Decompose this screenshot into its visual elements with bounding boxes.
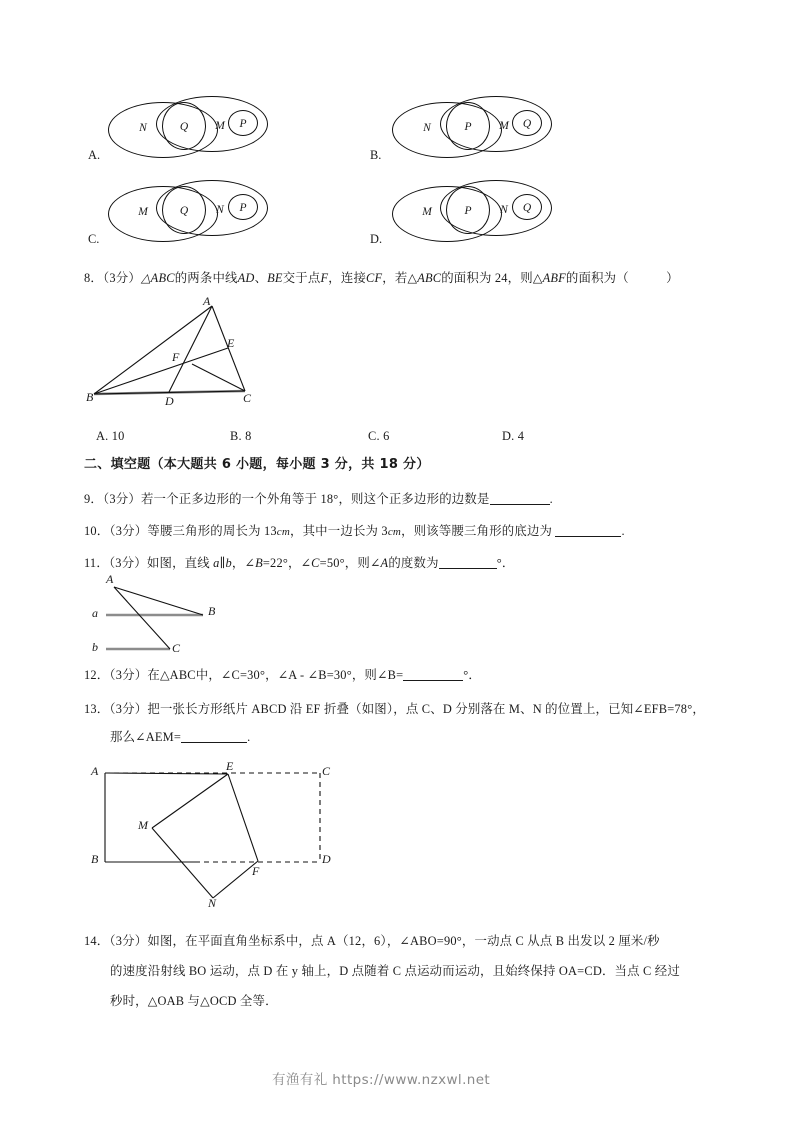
q13-answer-blank[interactable]: [181, 730, 247, 743]
question-10: [84, 522, 625, 542]
q13-line2-prefix: 那么∠AEM=: [110, 730, 182, 744]
q8-stem-p14: 的面积为（: [565, 271, 629, 285]
question-13-line-2: [110, 728, 250, 747]
option-c-label: C.: [88, 232, 100, 246]
q8-choice-c-key: C.: [368, 429, 380, 443]
q10-text: 10．（3分）等腰三角形的周长为 13: [84, 524, 277, 538]
q9-answer-blank[interactable]: [490, 492, 550, 505]
q11-vertex-label-b: B: [208, 604, 216, 618]
q8-stem-p13: ABF: [542, 271, 566, 285]
q8-choice-b[interactable]: [230, 427, 251, 446]
q11-p10: 的度数为: [388, 556, 439, 570]
q8-stem-p12: 的面积为 24，则△: [441, 271, 543, 285]
q8-stem-p11: ABC: [417, 271, 442, 285]
q10-suffix: .: [621, 524, 625, 538]
q12-suffix: °．: [463, 668, 482, 682]
venn-label-inner: Q: [522, 202, 532, 214]
q11-p4: ，∠: [231, 556, 256, 570]
venn-label-inner: P: [239, 118, 247, 130]
question-13-line-1: 13．（3分）把一张长方形纸片 ABCD 沿 EF 折叠（如图），点 C、D 分别落在 M、N 的位置上，已知∠EFB=78°，: [84, 702, 705, 716]
fold-line-ef: [228, 774, 258, 861]
q10-mid: ，其中一边长为 3: [290, 524, 388, 538]
q8-stem-p1: △ABC: [140, 271, 175, 285]
segment-ab: [94, 306, 212, 394]
q8-vertex-label-c: C: [243, 391, 252, 405]
question-11: [84, 554, 514, 573]
question-14-line-3: 秒时，△OAB 与△OCD 全等．: [110, 994, 278, 1008]
q10-unit-1: cm: [276, 526, 290, 538]
question-9: [84, 490, 553, 509]
q8-choice-d[interactable]: [502, 427, 524, 446]
q11-vertex-label-a: A: [106, 572, 114, 586]
q8-point-label-f: F: [172, 350, 180, 364]
venn-label-right: M: [215, 120, 225, 132]
venn-label-right: N: [216, 204, 224, 216]
venn-diagram-a: [108, 96, 268, 164]
question-13-figure: [96, 762, 346, 912]
q13-line2-suffix: .: [247, 730, 251, 744]
q8-stem-p15: ）: [666, 271, 679, 285]
question-12: [84, 666, 481, 685]
q9-suffix: .: [549, 492, 553, 506]
segment-cf: [192, 364, 245, 391]
venn-diagram-d: [392, 180, 552, 248]
venn-label-middle: Q: [179, 205, 189, 217]
venn-label-right: M: [499, 120, 509, 132]
q8-stem-p0: 8．（3分）: [84, 271, 141, 285]
q8-choice-c-value: 6: [383, 429, 390, 443]
q13-vertex-label-f: F: [252, 864, 260, 878]
q10-unit-2: cm: [387, 526, 402, 538]
venn-label-left: M: [422, 206, 432, 218]
venn-label-middle: P: [464, 121, 472, 133]
q8-choice-a-value: 10: [111, 429, 125, 443]
median-be: [94, 348, 228, 394]
q8-choice-c[interactable]: [368, 427, 389, 446]
q13-vertex-label-n: N: [208, 896, 217, 910]
median-ad: [169, 306, 212, 392]
q13-vertex-label-b: B: [91, 852, 99, 866]
q8-stem-p5: BE: [267, 271, 283, 285]
section-2-heading: 二、填空题（本大题共 6 小题，每小题 3 分，共 18 分）: [84, 457, 430, 472]
segment-em: [152, 774, 228, 828]
q8-stem-p4: 、: [254, 271, 268, 285]
option-d-label: D.: [370, 232, 383, 246]
q13-vertex-label-e: E: [226, 759, 234, 773]
q8-vertex-label-a: A: [203, 294, 211, 308]
question-14-line-2: 的速度沿射线 BO 运动，点 D 在 y 轴上，D 点随着 C 点运动而运动，且始终保持 OA=CD．当点 C 经过: [110, 964, 680, 978]
q8-choice-b-key: B.: [230, 429, 242, 443]
venn-diagram-b: [392, 96, 552, 164]
q8-choice-d-key: D.: [502, 429, 515, 443]
venn-label-left: N: [139, 122, 147, 134]
q11-p2: ∥: [219, 556, 226, 570]
q8-stem-p9: CF: [366, 271, 383, 285]
venn-label-left: N: [423, 122, 431, 134]
q11-line-label-b: b: [92, 640, 98, 654]
venn-label-right: N: [500, 204, 508, 216]
option-b-label: B.: [370, 148, 382, 162]
segment-mn: [152, 828, 213, 898]
q11-p0: 11．（3分）如图，直线: [84, 556, 214, 570]
q8-stem-p10: ，若△: [382, 271, 418, 285]
q8-choice-b-value: 8: [245, 429, 252, 443]
venn-label-left: M: [138, 206, 148, 218]
q13-vertex-label-d: D: [322, 852, 331, 866]
q11-p7: C: [311, 556, 320, 570]
q13-vertex-label-m: M: [138, 818, 148, 832]
q10-mid-2: ，则该等腰三角形的底边为: [401, 524, 553, 538]
q8-vertex-label-b: B: [86, 390, 94, 404]
q11-p1: a: [213, 556, 220, 570]
question-8-stem: [84, 269, 679, 288]
q13-vertex-label-c: C: [322, 764, 331, 778]
q11-p6: =22°，∠: [262, 556, 312, 570]
q8-choice-a-key: A.: [96, 429, 109, 443]
q8-point-label-d: D: [165, 394, 174, 408]
venn-label-middle: Q: [179, 121, 189, 133]
rect-side-ae-solid: [105, 773, 228, 774]
venn-diagram-c: [108, 180, 268, 248]
q11-p3: b: [225, 556, 232, 570]
option-a-label: A.: [88, 148, 101, 162]
q12-answer-blank[interactable]: [403, 668, 463, 681]
q13-vertex-label-a: A: [91, 764, 99, 778]
venn-label-inner: P: [239, 202, 247, 214]
q11-line-label-a: a: [92, 606, 98, 620]
q8-stem-p2: 的两条中线: [174, 271, 238, 285]
q11-vertex-label-c: C: [172, 641, 181, 655]
venn-label-middle: P: [464, 205, 472, 217]
q11-answer-blank[interactable]: [439, 556, 497, 569]
q11-suffix: °．: [496, 556, 515, 570]
q12-text: 12．（3分）在△ABC中，∠C=30°，∠A - ∠B=30°，则∠B=: [84, 668, 404, 682]
q8-choice-d-value: 4: [517, 429, 525, 443]
q8-stem-p8: ，连接: [328, 271, 367, 285]
q8-stem-p6: 交于点: [282, 271, 321, 285]
venn-label-inner: Q: [522, 118, 532, 130]
q11-p9: A: [380, 556, 389, 570]
q9-text: 9．（3分）若一个正多边形的一个外角等于 18°，则这个正多边形的边数是: [84, 492, 490, 506]
q11-p8: =50°，则∠: [319, 556, 381, 570]
q8-stem-p7: F: [320, 271, 329, 285]
q10-answer-blank[interactable]: [555, 524, 621, 537]
q8-stem-p3: AD: [237, 271, 255, 285]
footer-watermark: 有渔有礼 https://www.nzxwl.net: [272, 1072, 491, 1088]
question-14-line-1: 14．（3分）如图，在平面直角坐标系中，点 A（12，6），∠ABO=90°，一动点 C 从点 B 出发以 2 厘米/秒: [84, 934, 660, 948]
q8-point-label-e: E: [227, 336, 235, 350]
q8-choice-a[interactable]: [96, 427, 125, 446]
q11-p5: B: [255, 556, 263, 570]
